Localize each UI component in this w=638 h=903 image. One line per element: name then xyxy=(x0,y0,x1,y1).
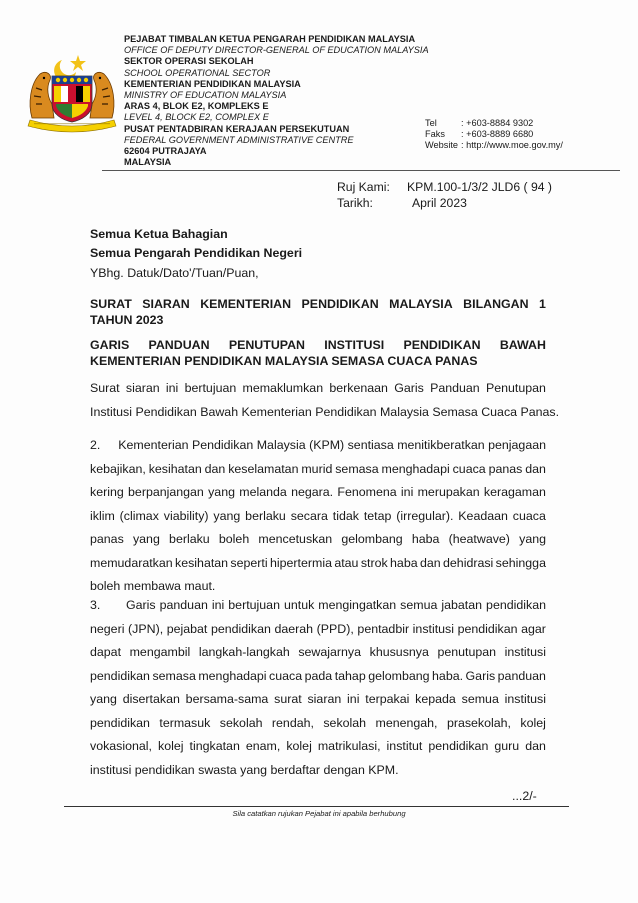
paragraph-line: yang disertakan bersama-sama surat siaran ini terpakai kepada semua institusi xyxy=(90,692,546,706)
paragraph-line: Kementerian Pendidikan Malaysia (KPM) sentiasa menitikberatkan penjagaan xyxy=(118,438,546,452)
letterhead-line: KEMENTERIAN PENDIDIKAN MALAYSIA xyxy=(124,78,301,89)
paragraph-line: dapat mengambil langkah-langkah sewajarnya khususnya penutupan institusi xyxy=(90,645,546,659)
ruj-value: KPM.100-1/3/2 JLD6 ( 94 ) xyxy=(407,180,552,194)
letterhead-line: LEVEL 4, BLOCK E2, COMPLEX E xyxy=(124,112,269,123)
paragraph-line: boleh membawa maut. xyxy=(90,579,216,593)
paragraph-line: Surat siaran ini bertujuan memaklumkan berkenaan Garis Panduan Penutupan xyxy=(90,381,546,395)
letterhead-line: MALAYSIA xyxy=(124,157,172,168)
letterhead-address xyxy=(124,34,429,168)
paragraph-line: Institusi Pendidikan Bawah Kementerian Pendidikan Malaysia Semasa Cuaca Panas. xyxy=(90,404,560,419)
header-divider xyxy=(102,170,620,171)
ruj-label: Ruj Kami: xyxy=(337,180,390,194)
contact-value: : +603-8884 9302 xyxy=(461,118,534,128)
paragraph-line: kering berpanjangan yang melanda negara. Fenomena ini merupakan keragaman xyxy=(90,485,546,499)
letterhead-line: ARAS 4, BLOK E2, KOMPLEKS E xyxy=(124,101,269,112)
addressee xyxy=(90,225,302,262)
subject-title-line: KEMENTERIAN PENDIDIKAN MALAYSIA SEMASA CUACA PANAS xyxy=(90,354,478,368)
paragraph-line: institusi pendidikan swasta yang berdaftar dengan KPM. xyxy=(90,762,399,777)
website-link[interactable]: : http://www.moe.gov.my/ xyxy=(461,140,563,151)
paragraph-2 xyxy=(90,434,546,599)
salutation: YBhg. Datuk/Dato'/Tuan/Puan, xyxy=(90,266,259,280)
paragraph-first-line xyxy=(90,434,546,458)
circular-title-line: SURAT SIARAN KEMENTERIAN PENDIDIKAN MALAYSIA BILANGAN 1 xyxy=(90,297,546,311)
contact-label: Faks xyxy=(425,129,445,140)
continuation-marker: ...2/- xyxy=(512,789,537,803)
contact-label: Website xyxy=(425,140,459,151)
contact-website xyxy=(425,140,563,151)
letterhead-line: PUSAT PENTADBIRAN KERAJAAN PERSEKUTUAN xyxy=(124,123,350,134)
paragraph-line: Garis panduan ini bertujuan untuk mengingatkan semua jabatan pendidikan xyxy=(126,598,546,612)
tarikh-value: April 2023 xyxy=(412,196,467,210)
paragraph-line: kebajikan, kesihatan dan keselamatan murid semasa menghadapi cuaca panas dan xyxy=(90,461,546,476)
subject-title-line: GARIS PANDUAN PENUTUPAN INSTITUSI PENDIDIKAN BAWAH xyxy=(90,338,546,352)
letterhead-line: SCHOOL OPERATIONAL SECTOR xyxy=(124,67,271,78)
tarikh-label: Tarikh: xyxy=(337,196,373,210)
circular-title xyxy=(90,296,546,328)
letterhead-line: PEJABAT TIMBALAN KETUA PENGARAH PENDIDIKAN MALAYSIA xyxy=(124,34,416,44)
paragraph-1 xyxy=(90,377,560,424)
paragraph-number: 2. xyxy=(90,438,101,452)
addressee-line: Semua Pengarah Pendidikan Negeri xyxy=(90,245,303,260)
footer-note: Sila catatkan rujukan Pejabat ini apabila berhubung xyxy=(232,809,406,818)
reference-block xyxy=(337,179,552,211)
contact-info xyxy=(425,118,563,152)
contact-value: : +603-8889 6680 xyxy=(461,129,534,140)
paragraph-line: negeri (JPN), pejabat pendidikan daerah (PPD), pentadbir institusi pendidikan agar xyxy=(90,621,546,636)
contact-label: Tel xyxy=(425,118,437,128)
letterhead-line: 62604 PUTRAJAYA xyxy=(124,146,207,157)
paragraph-line: panas yang berlaku boleh mencetuskan gelombang haba (heatwave) yang xyxy=(90,532,546,546)
letterhead-line: OFFICE OF DEPUTY DIRECTOR-GENERAL OF EDUCATION MALAYSIA xyxy=(124,45,429,56)
contact-fax xyxy=(425,129,563,140)
contact-tel xyxy=(425,118,563,129)
paragraph-first-line xyxy=(90,594,546,618)
letterhead-line: SEKTOR OPERASI SEKOLAH xyxy=(124,56,254,67)
paragraph-line: iklim (climax viability) yang berlaku secara tidak tetap (irregular). Keadaan cuaca xyxy=(90,508,546,523)
subject-title xyxy=(90,337,546,369)
letterhead-line: FEDERAL GOVERNMENT ADMINISTRATIVE CENTRE xyxy=(124,134,354,145)
paragraph-number: 3. xyxy=(90,598,101,612)
paragraph-line: pendidikan termasuk sekolah rendah, sekolah menengah, prasekolah, kolej xyxy=(90,715,546,730)
coat-of-arms-logo xyxy=(24,48,120,134)
circular-title-line: TAHUN 2023 xyxy=(90,313,164,327)
letterhead-line: MINISTRY OF EDUCATION MALAYSIA xyxy=(124,90,287,101)
paragraph-line: pendidikan semasa menghadapi cuaca pada tahap gelombang haba. Garis panduan xyxy=(90,668,546,683)
addressee-line: Semua Ketua Bahagian xyxy=(90,227,228,241)
paragraph-line: vokasional, kolej tingkatan enam, kolej matrikulasi, institut pendidikan guru dan xyxy=(90,739,546,753)
paragraph-3 xyxy=(90,594,546,782)
footer-divider xyxy=(64,806,569,807)
paragraph-line: memudaratkan kesihatan seperti hipertermia atau strok haba dan dehidrasi sehingga xyxy=(90,555,546,570)
